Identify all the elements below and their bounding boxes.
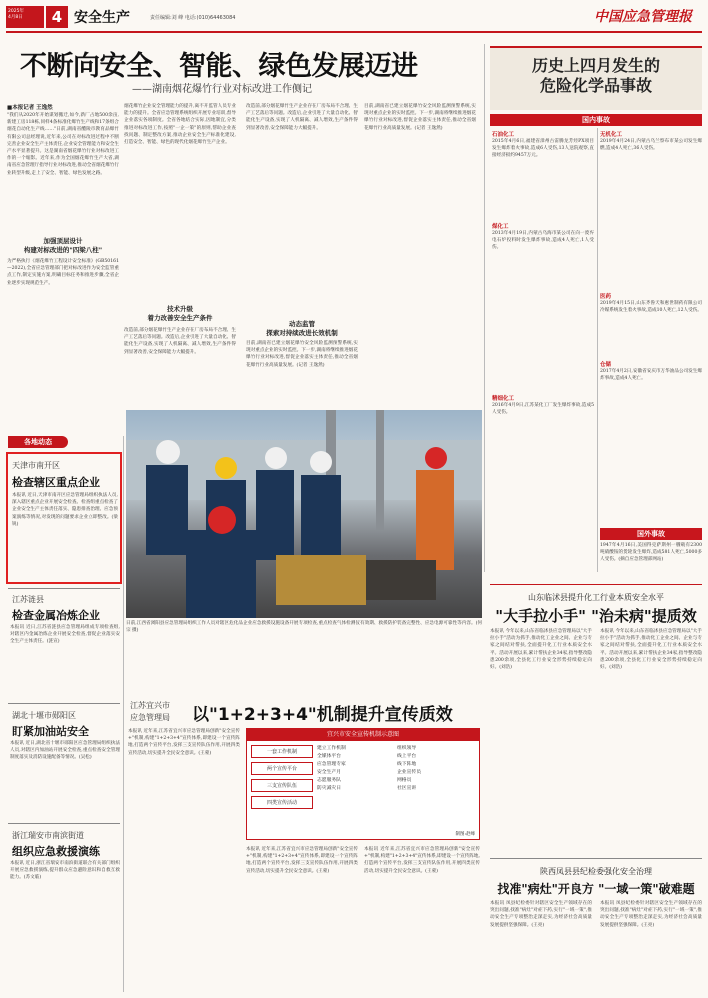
diagram-cell: 线下阵地 xyxy=(397,762,417,767)
diagram-cell: 安全生产月 xyxy=(317,770,341,775)
diagram-cell: 社区宣讲 xyxy=(397,786,417,791)
hist-entry: 2019年4月24日,内蒙古乌兰察布市某公司发生爆燃,造成4人死亡,36人受伤。 xyxy=(600,139,702,152)
news-4-title: 组织应急救援演练 xyxy=(12,845,100,858)
foreign-bar: 国外事故 xyxy=(600,528,702,540)
photo-caption: 日前,江西省浏阳县应急管理局组织工作人员对辖区危化品企业应急救援设施设备开展专项检查,重点检查气体检测仪有效期、救援防护装备完整性、应急电源可靠性等内容。(何宗 摄) xyxy=(126,621,482,634)
hist-entry: 2016年4月9日,江苏某化工厂发生爆炸事故,造成5人受伤。 xyxy=(492,403,594,416)
hist-entry: 2019年4月15日,山东齐鲁天和惠世制药有限公司冷媒系统发生着火事故,造成10人死亡,12人受伤。 xyxy=(600,301,702,314)
article-col-3: 改造前,部分烟花爆竹生产企业存在厂房布局不合理、生产工艺落后等问题。改造后,企业引进了大量自动化、智能化生产设备,实现了人机隔离、减人增效,生产条件得到显著改善,安全保障能力大幅提升。 xyxy=(246,104,358,131)
news-4-text: 本报讯 近日,浙江省瑞安市南滨街道联合有关部门组织开展应急救援演练,提升群众应急避险意识和自救互救能力。(苏文临) xyxy=(10,861,120,881)
article-col-2: 烟花爆竹企业安全管理能力的提升,离不开监管人员专业能力的提升。全省应急管理系统组织开展专业培训,督导企业落实各项制度。全省各地结合实际,因地制宜,分类推进对标改进工作,按照"一企一策"的原则,帮助企业查找问题、制定整改方案,推动企业安全生产标准化建设,打造安全、智能、绿色的现代化烟花爆竹生产企业。 xyxy=(124,104,236,146)
shaanxi-headline: 找准"病灶"开良方 "一域一策"破难题 xyxy=(497,882,695,896)
news-photo xyxy=(126,410,482,618)
diagram-col-2 xyxy=(317,745,393,809)
hist-entry: 2013年4月19日,内蒙古乌海市某公司在向一废弃电石炉投料时发生爆炸事故,造成4人死亡,1人受伤。 xyxy=(492,231,594,251)
hist-cat: 仓储 xyxy=(600,362,612,368)
article-col-1b: 为严格执行《烟花爆竹工程设计安全标准》(GB50161—2022),全省应急管理部门把对标改进作为安全监管重点工作,制定实施方案,明确目标任务和推进步骤,全省企业逐步实现规范生产。 xyxy=(7,259,119,286)
news-4-location: 浙江瑞安市南滨街道 xyxy=(12,831,84,840)
shandong-headline: "大手拉小手" "治未病"提质效 xyxy=(495,607,697,625)
shaanxi-text-1: 本报讯 凤县纪检委针对辖区安全生产领域存在的突出问题,找准"病灶"对症下药,实行"一域一策",推动安全生产专项整治走深走实,为经济社会高质量发展提供坚强保障。(王亮) xyxy=(490,901,592,928)
hist-cat: 石油化工 xyxy=(492,132,515,138)
diagram-box xyxy=(246,728,480,840)
news-1-location: 天津市南开区 xyxy=(12,461,60,470)
diagram-cell: 志愿服务队 xyxy=(317,778,341,783)
news-3-text: 本报讯 近日,湖北省十堰市郧阳区应急管理局组织执法人员,对辖区内加油站开展安全检查,重点检查安全管理制度落实及消防设施配备等情况。(吴松) xyxy=(10,741,120,761)
divider-3 xyxy=(8,823,120,824)
jiangsu-text-2: 本报讯 近年来,江苏省宜兴市应急管理局创新"安全宣传+"机制,构建"1+2+3+4"宣传体系,即建设一个宣传阵地,打造两个宣传平台,发挥三支宣传队伍作用,开展四类宣传活动,切实提升全民安全意识。(王蒙) xyxy=(246,847,358,874)
history-left-list xyxy=(492,128,594,622)
article-col-3b: 目前,湖南省已建立烟花爆竹安全风险监测预警系统,实现对重点企业的实时监控。下一步,湖南将继续推进烟花爆竹行业对标改进,督促企业落实主体责任,推动全省烟花爆竹行业高质量发展。(记者 王逸然) xyxy=(246,341,358,368)
subhead-2: 技术升级 着力改善安全生产条件 xyxy=(147,305,213,322)
diagram-cell: 线上平台 xyxy=(397,754,417,759)
header-meta: 责任编辑:刘 峰 电话:(010)64463084 xyxy=(150,15,236,21)
diagram-cell: 应急管理专家 xyxy=(317,762,346,767)
diagram-cell: 建立工作机制 xyxy=(317,746,346,751)
hist-cat: 医药 xyxy=(600,294,612,300)
diagram-columns xyxy=(247,741,479,813)
shandong-title: 山东临沭县提升化工行业本质安全水平 xyxy=(528,593,664,602)
left-col-divider xyxy=(123,436,124,992)
jiangsu-text-1: 本报讯 近年来,江苏省宜兴市应急管理局创新"安全宣传+"机制,构建"1+2+3+4"宣传体系,即建设一个宣传阵地,打造两个宣传平台,发挥三支宣传队伍作用,开展四类宣传活动,切实提升全民安全意识。(王蒙) xyxy=(128,729,240,756)
date-day: 4月8日 xyxy=(8,15,23,20)
header-rule xyxy=(6,31,702,33)
hist-cat: 精细化工 xyxy=(492,396,515,402)
hist-entry: 2015年4月6日,福建省漳州古雷腾龙芳烃PX项目发生爆炸着火事故,造成6人受伤,13人送院观察,直接经济损约9457万元。 xyxy=(492,139,594,159)
news-3-title: 盯紧加油站安全 xyxy=(12,725,89,738)
main-title: 不断向安全、智能、绿色发展迈进 xyxy=(20,51,418,82)
photo-illustration xyxy=(126,410,482,618)
news-2-title: 检查金属冶炼企业 xyxy=(12,609,100,622)
diagram-item: 两个宣传平台 xyxy=(251,762,313,775)
main-subtitle: ——湖南烟花爆竹行业对标改进工作侧记 xyxy=(132,84,312,95)
divider-2 xyxy=(8,703,120,704)
sidebar-divider xyxy=(597,128,598,572)
news-2-text: 本报讯 近日,江苏省涟县应急管理局组成专项检查组,对辖区内金属冶炼企业开展安全检查,督促企业落实安全生产主体责任。(涟宣) xyxy=(10,625,120,645)
diagram-cell: 防灾减灾日 xyxy=(317,786,341,791)
foreign-text: 1947年4月16日,美国得克萨斯州一艘载有2300吨硝酸铵的货轮发生爆炸,造成581人死亡,5000多人受伤。(摘自应急管理部网站) xyxy=(600,543,702,563)
news-2-location: 江苏涟县 xyxy=(12,595,44,604)
domestic-bar: 国内事故 xyxy=(490,114,702,126)
diagram-item: 一套工作机制 xyxy=(251,745,313,758)
section-title: 安全生产 xyxy=(74,10,130,26)
history-title: 历史上四月发生的 危险化学品事故 xyxy=(531,56,660,95)
diagram-caption: 制图:赵峰 xyxy=(455,832,475,837)
jiangsu-location-2: 应急管理局 xyxy=(130,713,170,722)
history-right-list xyxy=(600,128,702,518)
jiangsu-location-1: 江苏宜兴市 xyxy=(130,701,170,710)
diagram-col-3 xyxy=(397,745,473,809)
section-tag: 各地动态 xyxy=(8,436,68,448)
shandong-text-2: 本报讯 今年以来,山东省临沭县应急管理局以"大手拉小手"活动为抓手,推动化工企业之间、企业与专家之间结对帮扶,全面提升化工行业本质安全水平。活动开展以来,累计帮扶企业34家,指导整改隐患200余项,全县化工行业安全形势持续稳定向好。(刘浩) xyxy=(600,629,702,671)
date-year: 2025年 xyxy=(8,9,24,14)
sidebar-bottom-rule xyxy=(490,584,702,585)
header-date xyxy=(6,6,44,28)
sidebar-divider-2 xyxy=(490,858,702,859)
article-col-1: "我们从2020年开始谋划搬迁,如今,新厂占地500余亩,新建工房118栋,同样4条标准化爆竹生产线和17条组合烟花自动化生产线……"日前,湖南省醴陵市教育品爆竹有限公司总经理说,近年来,公司在对标改进过程中不断完善企业安全生产主体责任,企业安全管理能力和安全生产水平显著提升。这是湖南省烟花爆竹行业对标改进工作的一个缩影。近年来,作为全国烟花爆竹生产大省,湖南省应急管理厅指导行业对标改进,推动全省烟花爆竹行业转型升级,走上了安全、智能、绿色发展之路。 xyxy=(7,113,119,176)
page-number: 4 xyxy=(46,6,68,28)
news-1-text: 本报讯 近日,天津市南开区应急管理局组织执法人员,深入辖区重点企业开展安全检查。检查组重点检查了企业安全生产主体责任落实、隐患排查治理、应急预案演练等情况,对发现的问题要求企业立即整改。(梁锐) xyxy=(12,493,118,527)
subhead-3: 动态监管 探索对持续改进长效机制 xyxy=(266,320,338,337)
hist-cat: 煤化工 xyxy=(492,224,509,230)
jiangsu-headline: 以"1+2+3+4"机制提升宣传质效 xyxy=(192,705,453,725)
diagram-cell: 全媒体平台 xyxy=(317,754,341,759)
hist-entry: 2017年4月2日,安徽省安庆市万华油品公司发生爆炸事故,造成4人死亡。 xyxy=(600,369,702,382)
hist-cat: 无机化工 xyxy=(600,132,623,138)
byline: ■本报记者 王逸然 xyxy=(7,105,53,111)
shaanxi-title: 陕西凤县县纪检委强化安全治理 xyxy=(540,867,652,876)
shandong-text-1: 本报讯 今年以来,山东省临沭县应急管理局以"大手拉小手"活动为抓手,推动化工企业之间、企业与专家之间结对帮扶,全面提升化工行业本质安全水平。活动开展以来,累计帮扶企业34家,指导整改隐患200余项,全县化工行业安全形势持续稳定向好。(刘浩) xyxy=(490,629,592,671)
article-col-4: 目前,湖南省已建立烟花爆竹安全风险监测预警系统,实现对重点企业的实时监控。下一步,湖南将继续推进烟花爆竹行业对标改进,督促企业落实主体责任,推动全省烟花爆竹行业高质量发展。(记者 王逸然) xyxy=(364,104,476,131)
shaanxi-text-2: 本报讯 凤县纪检委针对辖区安全生产领域存在的突出问题,找准"病灶"对症下药,实行"一域一策",推动安全生产专项整治走深走实,为经济社会高质量发展提供坚强保障。(王亮) xyxy=(600,901,702,928)
newspaper-logo: 中国应急管理报 xyxy=(594,9,692,25)
article-col-2b: 改造前,部分烟花爆竹生产企业存在厂房布局不合理、生产工艺落后等问题。改造后,企业引进了大量自动化、智能化生产设备,实现了人机隔离、减人增效,生产条件得到显著改善,安全保障能力大幅提升。 xyxy=(124,328,236,355)
diagram-cell: 网格员 xyxy=(397,778,412,783)
news-3-location: 湖北十堰市郧阳区 xyxy=(12,711,76,720)
diagram-col-1 xyxy=(251,745,313,809)
diagram-cell: 组织领导 xyxy=(397,746,417,751)
diagram-item: 四类宣传活动 xyxy=(251,796,313,809)
news-1-title: 检查辖区重点企业 xyxy=(12,476,100,489)
diagram-item: 三支宣传队伍 xyxy=(251,779,313,792)
diagram-cell: 企业宣传员 xyxy=(397,770,421,775)
subhead-1: 加强顶层设计 构建对标改进的"四梁八柱" xyxy=(23,237,103,254)
diagram-title: 宜兴市安全宣传机制示意图 xyxy=(247,729,479,741)
jiangsu-text-3: 本报讯 近年来,江苏省宜兴市应急管理局创新"安全宣传+"机制,构建"1+2+3+4"宣传体系,即建设一个宣传阵地,打造两个宣传平台,发挥三支宣传队伍作用,开展四类宣传活动,切实提升全民安全意识。(王蒙) xyxy=(364,847,480,874)
col-divider xyxy=(484,44,485,572)
divider-1 xyxy=(8,588,120,589)
